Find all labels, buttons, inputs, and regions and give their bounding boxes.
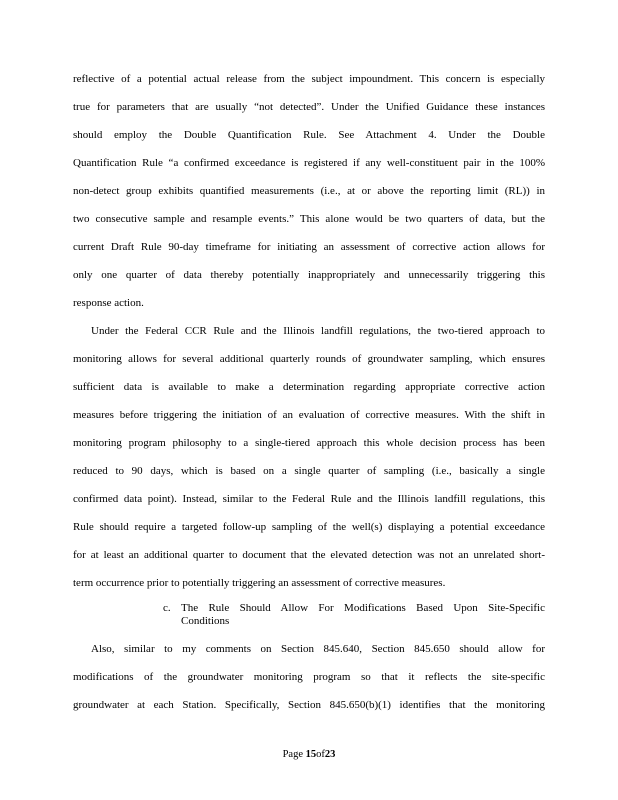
body-line: monitoring allows for several additional quarterly rounds of groundwater sampling, which ensures: [73, 353, 545, 365]
body-line: reduced to 90 days, which is based on a single quarter of sampling (i.e., basically a single: [73, 465, 545, 477]
body-line: sufficient data is available to make a determination regarding appropriate corrective action: [73, 381, 545, 393]
body-line: current Draft Rule 90-day timeframe for initiating an assessment of corrective action allows for: [73, 241, 545, 253]
page-label: Page: [282, 749, 304, 760]
body-line: for at least an additional quarter to document that the elevated detection was not an unrelated short-: [73, 549, 545, 561]
body-line: response action.: [73, 297, 144, 309]
page-footer: [0, 748, 618, 761]
heading-text: [181, 602, 545, 628]
body-line: Rule should require a targeted follow-up sampling of the well(s) displaying a potential exceedance: [73, 521, 545, 533]
heading-label: c.: [163, 602, 171, 614]
heading-line-1: The Rule Should Allow For Modifications Based Upon Site-Specific: [181, 602, 545, 614]
paragraph-first-line: Under the Federal CCR Rule and the Illinois landfill regulations, the two-tiered approach to: [91, 325, 545, 337]
body-line: true for parameters that are usually “not detected”. Under the Unified Guidance these instances: [73, 101, 545, 113]
body-line: only one quarter of data thereby potentially inappropriately and unnecessarily triggering this: [73, 269, 545, 281]
body-line: measures before triggering the initiation of an evaluation of corrective measures. With the shift in: [73, 409, 545, 421]
page-number: 15: [305, 749, 317, 760]
body-line: monitoring program philosophy to a single-tiered approach this whole decision process has been: [73, 437, 545, 449]
total-pages: 23: [324, 749, 336, 760]
body-line: should employ the Double Quantification Rule. See Attachment 4. Under the Double: [73, 129, 545, 141]
body-line: Quantification Rule “a confirmed exceedance is registered if any well-constituent pair in the 100%: [73, 157, 545, 169]
of-label: of: [316, 749, 325, 760]
heading-line-2: Conditions: [181, 615, 230, 627]
body-line: term occurrence prior to potentially triggering an assessment of corrective measures.: [73, 577, 446, 589]
body-line: modifications of the groundwater monitoring program so that it reflects the site-specific: [73, 671, 545, 683]
body-line: groundwater at each Station. Specifically, Section 845.650(b)(1) identifies that the monitoring: [73, 699, 545, 711]
body-line: confirmed data point). Instead, similar to the Federal Rule and the Illinois landfill regulations, this: [73, 493, 545, 505]
paragraph-first-line: Also, similar to my comments on Section 845.640, Section 845.650 should allow for: [91, 643, 545, 655]
body-line: reflective of a potential actual release from the subject impoundment. This concern is especially: [73, 73, 545, 85]
body-line: non-detect group exhibits quantified measurements (i.e., at or above the reporting limit (RL)) in: [73, 185, 545, 197]
body-line: two consecutive sample and resample events.” This alone would be two quarters of data, but the: [73, 213, 545, 225]
